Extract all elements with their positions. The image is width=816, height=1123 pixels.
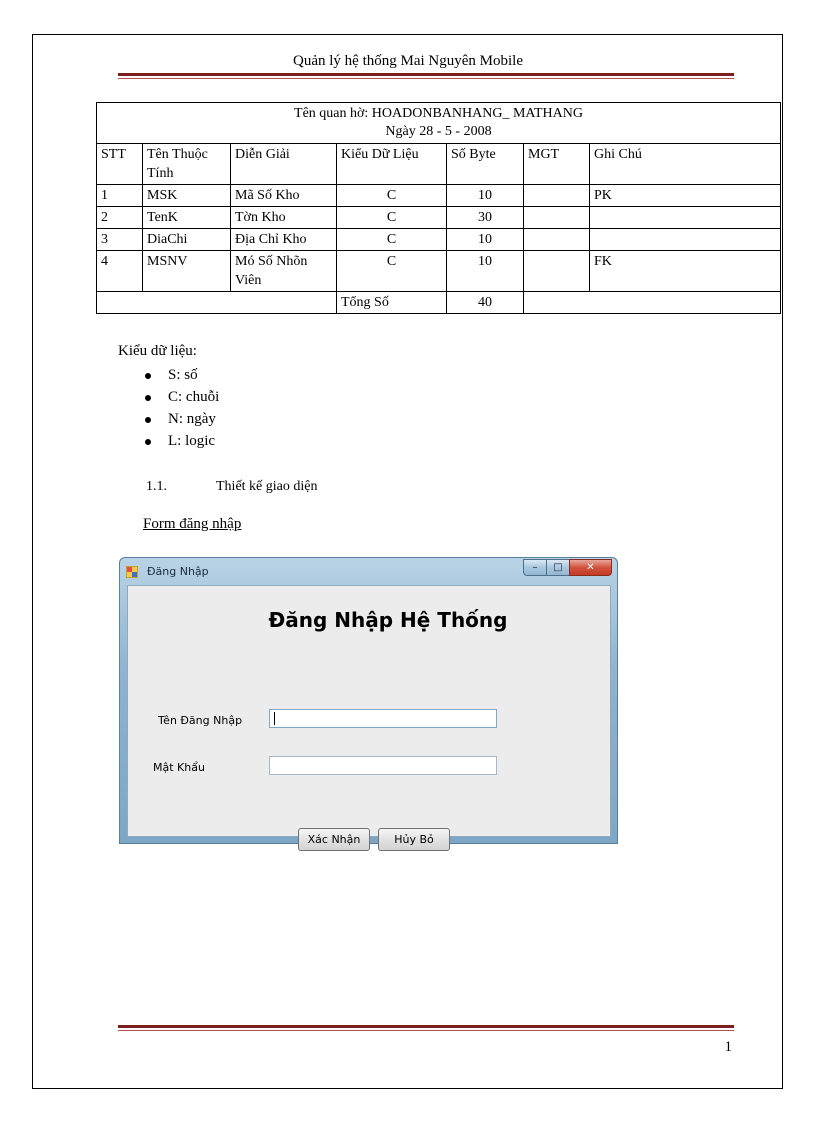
text-caret (274, 712, 275, 725)
data-type-legend (118, 343, 219, 452)
window-client-area (127, 585, 611, 846)
table-cell: C (337, 185, 447, 207)
column-header: Kiểu Dữ Liệu (337, 144, 447, 185)
table-cell: MSNV (143, 251, 231, 292)
username-input[interactable] (269, 709, 497, 728)
column-header: MGT (524, 144, 590, 185)
table-cell (590, 229, 781, 251)
form-caption: Form đăng nhập (143, 516, 242, 532)
table-cell: 2 (97, 207, 143, 229)
form-heading: Đăng Nhập Hệ Thống (268, 608, 508, 632)
section-title: Thiết kế giao diện (216, 479, 318, 494)
list-item: N: ngày (168, 408, 219, 430)
table-title (97, 103, 781, 144)
table-title-line2: Ngày 28 - 5 - 2008 (385, 124, 492, 139)
table-cell: 1 (97, 185, 143, 207)
table-title-row (97, 103, 781, 144)
table-cell: Địa Chỉ Kho (231, 229, 337, 251)
table-cell: DiaChi (143, 229, 231, 251)
schema-table (96, 102, 781, 314)
table-row (97, 229, 781, 251)
minimize-button[interactable]: – (523, 559, 547, 576)
password-label: Mật Khẩu (153, 761, 205, 774)
column-header: Ghi Chú (590, 144, 781, 185)
table-cell: FK (590, 251, 781, 292)
table-cell-empty (524, 292, 781, 314)
table-cell: 10 (447, 229, 524, 251)
column-header: Diễn Giải (231, 144, 337, 185)
table-title-line1: Tên quan hờ: HOADONBANHANG_ MATHANG (294, 106, 583, 121)
total-value: 40 (447, 292, 524, 314)
table-cell: Mã Số Kho (231, 185, 337, 207)
table-cell: 3 (97, 229, 143, 251)
maximize-button[interactable]: □ (546, 559, 570, 576)
window-title: Đăng Nhập (147, 565, 209, 578)
cancel-button[interactable]: Hủy Bỏ (378, 828, 450, 851)
page-header-title: Quản lý hệ thống Mai Nguyên Mobile (293, 53, 523, 69)
table-total-row (97, 292, 781, 314)
table-cell: 10 (447, 185, 524, 207)
app-icon (126, 566, 138, 578)
table-cell-empty (97, 292, 337, 314)
list-item: C: chuỗi (168, 386, 219, 408)
table-cell: Mó Số Nhõn Viên (231, 251, 337, 292)
table-row (97, 207, 781, 229)
column-header: Tên Thuộc Tính (143, 144, 231, 185)
password-input[interactable] (269, 756, 497, 775)
table-cell (590, 207, 781, 229)
confirm-button[interactable]: Xác Nhận (298, 828, 370, 851)
page-number: 1 (724, 1039, 732, 1055)
column-header: STT (97, 144, 143, 185)
table-row (97, 251, 781, 292)
table-header-row (97, 144, 781, 185)
table-cell: TenK (143, 207, 231, 229)
table-cell: 10 (447, 251, 524, 292)
legend-title: Kiểu dữ liệu: (118, 343, 197, 359)
table-row (97, 185, 781, 207)
total-label: Tổng Số (337, 292, 447, 314)
table-cell: C (337, 251, 447, 292)
table-cell: C (337, 229, 447, 251)
column-header: Số Byte (447, 144, 524, 185)
login-window (119, 557, 618, 844)
table-cell (524, 251, 590, 292)
table-cell: PK (590, 185, 781, 207)
table-cell: C (337, 207, 447, 229)
window-titlebar[interactable] (120, 558, 617, 585)
table-cell (524, 207, 590, 229)
username-label: Tên Đăng Nhập (158, 714, 243, 727)
table-cell: 4 (97, 251, 143, 292)
table-cell (524, 229, 590, 251)
list-item: S: số (168, 364, 219, 386)
table-cell: Tờn Kho (231, 207, 337, 229)
legend-list (118, 364, 219, 452)
close-button[interactable]: ✕ (569, 559, 612, 576)
section-number: 1.1. (146, 479, 167, 494)
table-cell: MSK (143, 185, 231, 207)
table-cell (524, 185, 590, 207)
list-item: L: logic (168, 430, 219, 452)
table-cell: 30 (447, 207, 524, 229)
